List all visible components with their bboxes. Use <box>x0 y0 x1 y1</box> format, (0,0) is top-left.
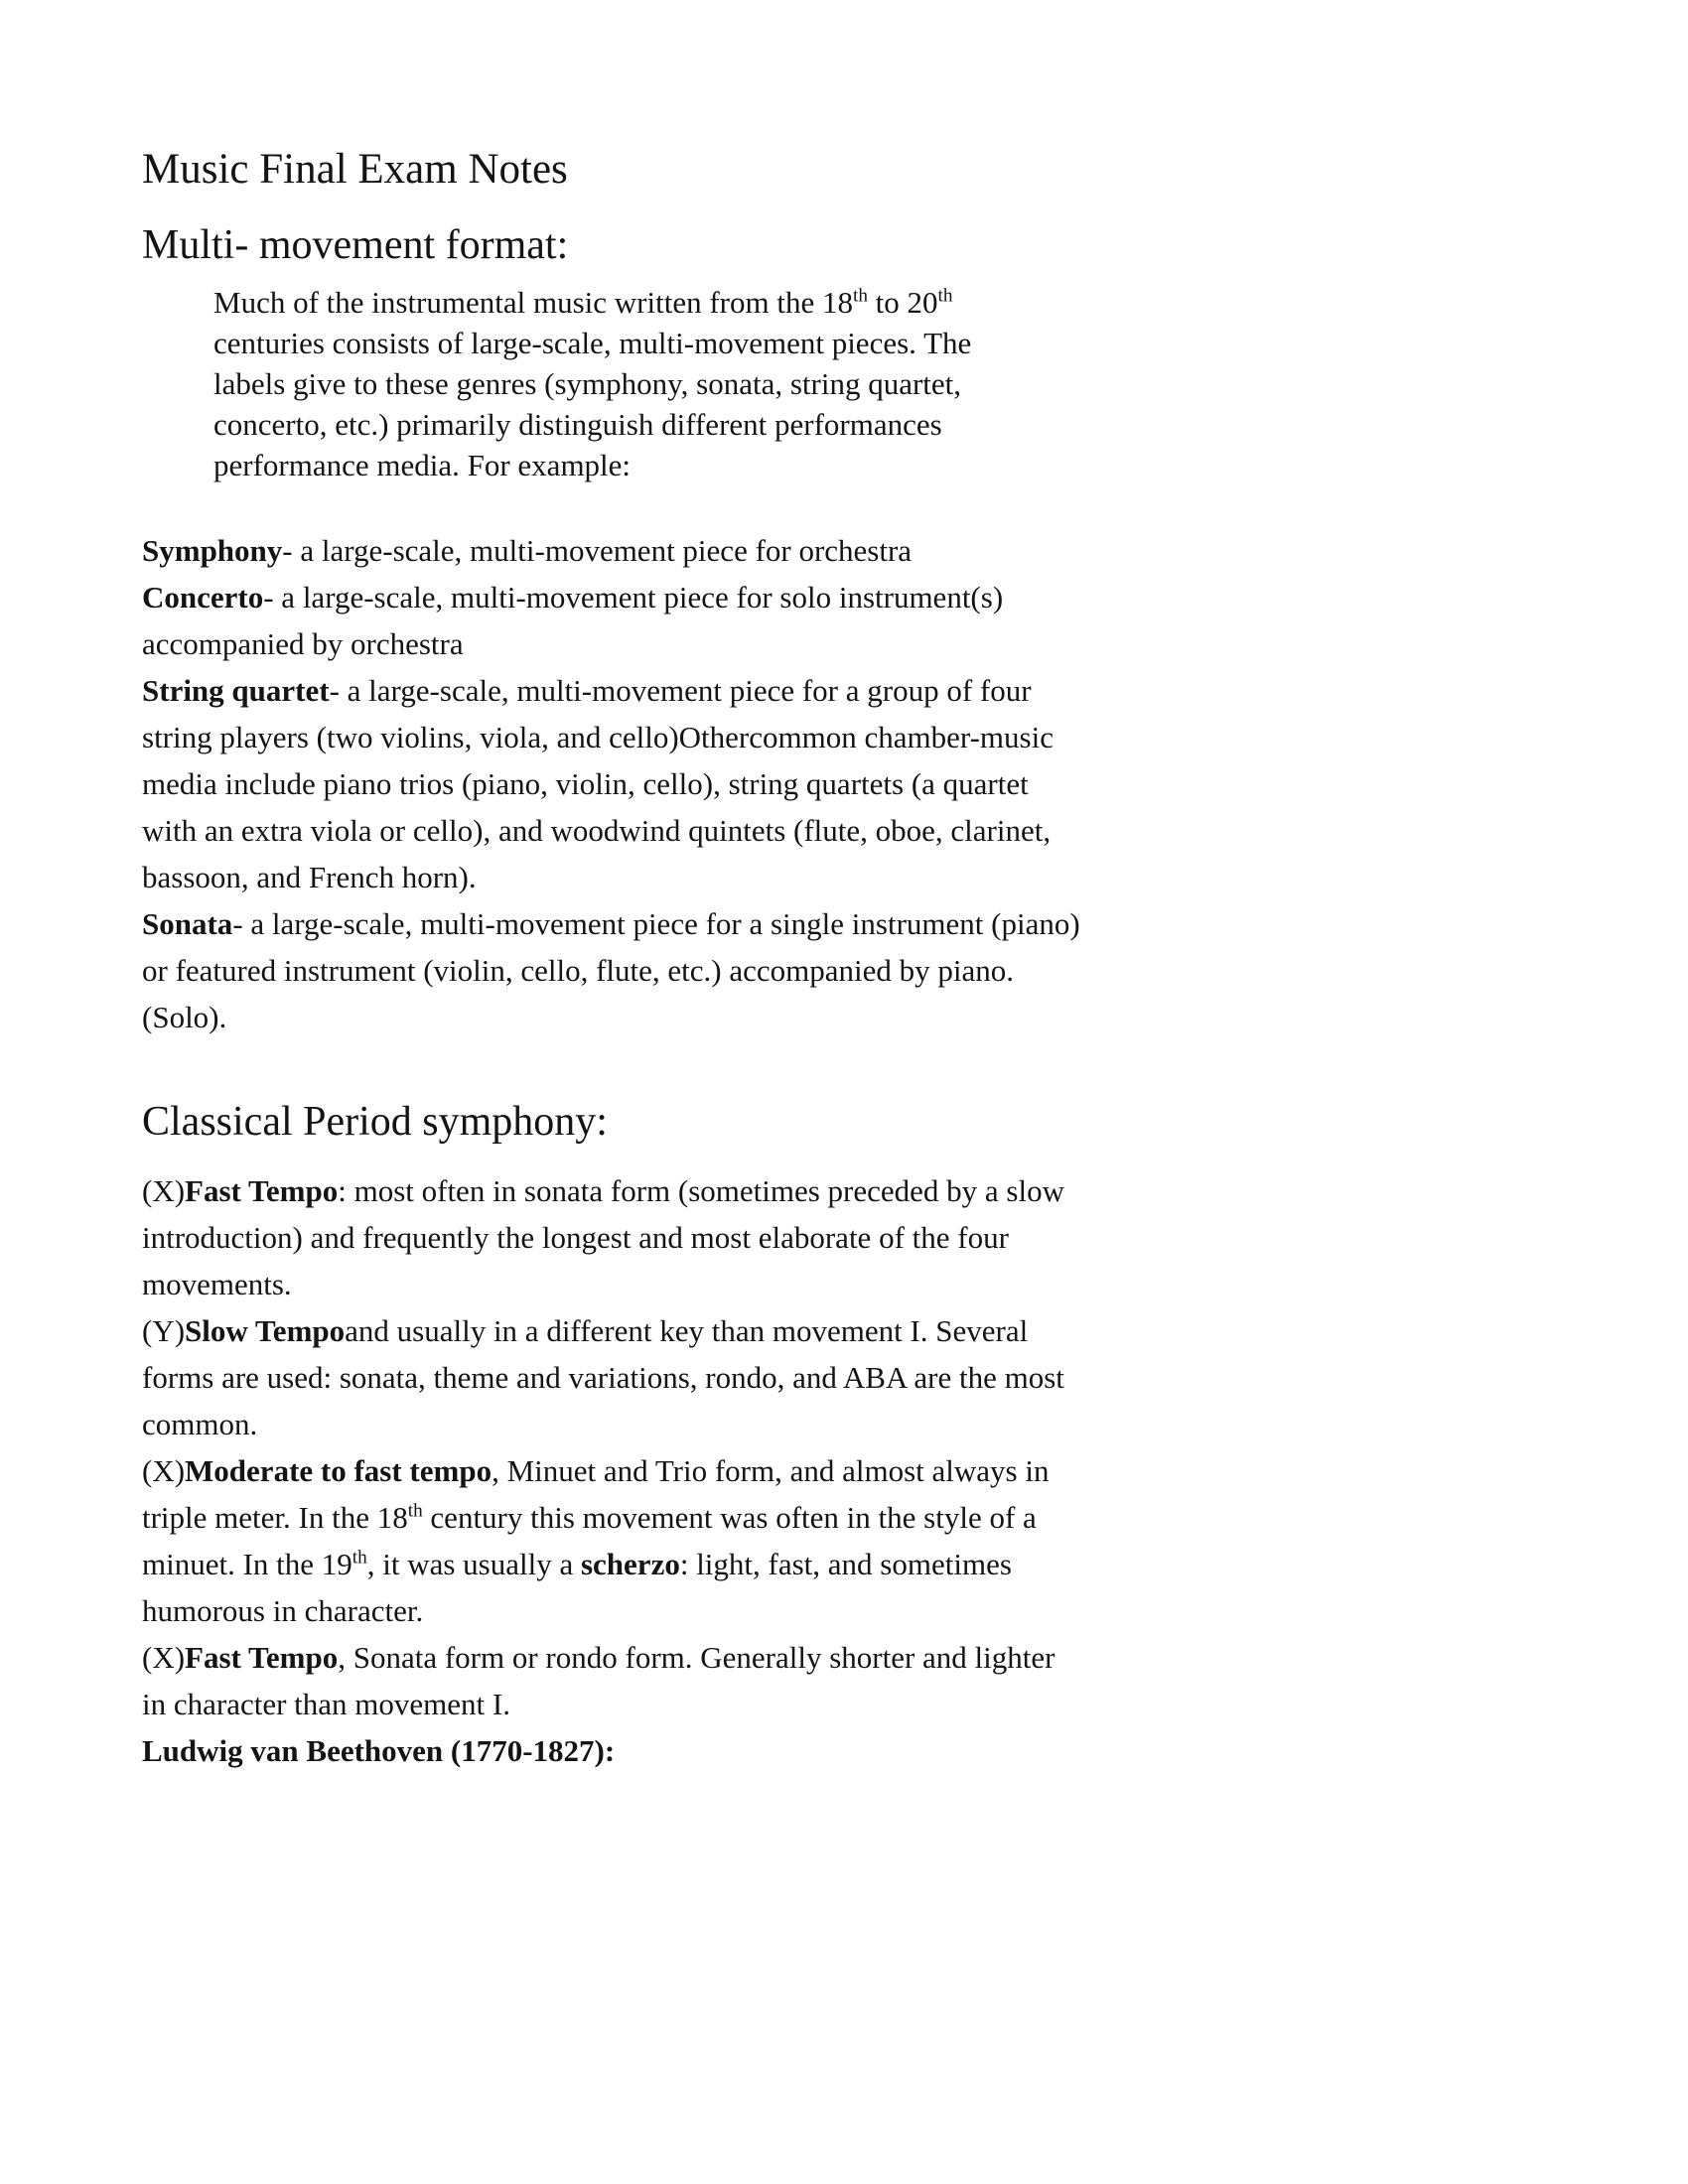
heading-ludwig-van-beethoven: Ludwig van Beethoven (1770-1827): <box>142 1733 616 1769</box>
classical-movements-group <box>142 1167 1559 1774</box>
paragraph-concerto-definition: Concerto- a large-scale, multi-movement piece for solo instrument(s) accompanied by orchestra <box>142 579 1004 661</box>
paragraph-movement-2-slow-tempo: (Y)Slow Tempoand usually in a different key than movement I. Several forms are used: sonata, theme and variations, rondo, and ABA are the most common. <box>142 1313 1064 1442</box>
paragraph-symphony-definition: Symphony- a large-scale, multi-movement piece for orchestra <box>142 532 913 568</box>
section-heading-classical-period-symphony: Classical Period symphony: <box>142 1098 608 1145</box>
paragraph-string-quartet-definition: String quartet- a large-scale, multi-movement piece for a group of four string players (two violins, viola, and cello)Othercommon chamber-music media include piano trios (piano, violin, cello), string quartets (a quartet with an extra viola or cello), and woodwind quintets (flute, oboe, clarinet, bassoon, and French horn). <box>142 672 1054 894</box>
paragraph-movement-3-moderate-fast-tempo: (X)Moderate to fast tempo, Minuet and Trio form, and almost always in triple meter. In the 18th century this movement was often in the style of a minuet. In the 19th, it was usually a scherzo: light, fast, and sometimes humorous in character. <box>142 1453 1050 1629</box>
section-heading-multi-movement-format: Multi- movement format: <box>142 222 569 269</box>
paragraph-multi-movement-intro: Much of the instrumental music written from the 18th to 20th centuries consists of large-scale, multi-movement pieces. The labels give to these genres (symphony, sonata, string quartet, concerto, etc.) primarily distinguish different performances performance media. For example: <box>213 284 972 482</box>
paragraph-movement-1-fast-tempo: (X)Fast Tempo: most often in sonata form (sometimes preceded by a slow introduction) and frequently the longest and most elaborate of the four movements. <box>142 1173 1064 1302</box>
paragraph-movement-4-fast-tempo: (X)Fast Tempo, Sonata form or rondo form. Generally shorter and lighter in character than movement I. <box>142 1640 1055 1722</box>
paragraph-sonata-definition: Sonata- a large-scale, multi-movement piece for a single instrument (piano) or featured instrument (violin, cello, flute, etc.) accompanied by piano. (Solo). <box>142 905 1080 1034</box>
genre-definitions-group <box>142 527 1559 1040</box>
document-title: Music Final Exam Notes <box>142 146 568 193</box>
